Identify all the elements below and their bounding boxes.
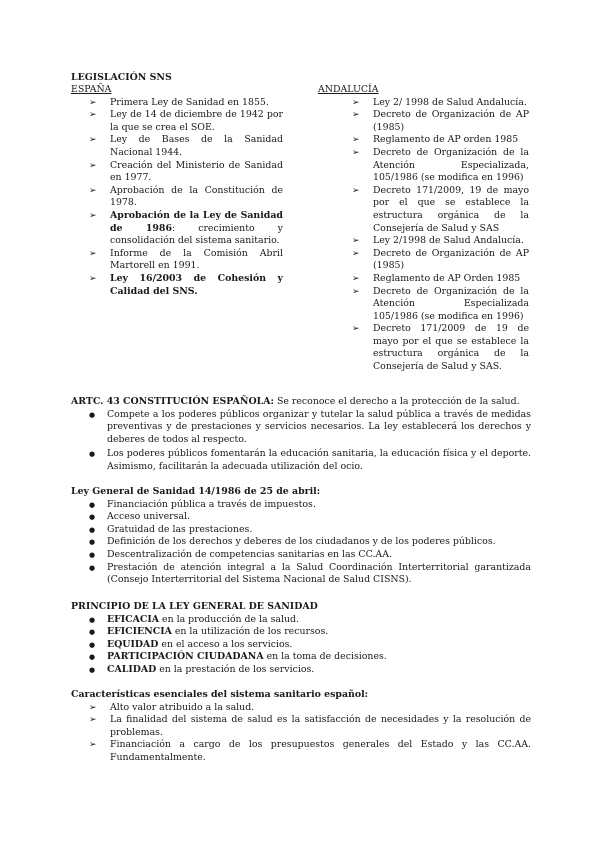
list-item: ➢ Ley 2/ 1998 de Salud Andalucía. [352,97,529,110]
list-item: ➢ Ley 2/1998 de Salud Andalucía. [352,235,529,248]
list-item: ➢ Ley 16/2003 de Cohesión y Calidad del SNS. [89,273,283,298]
list-item: ➢ Ley de Bases de la Sanidad Nacional 1944. [89,134,283,159]
caract-section [71,689,531,765]
lgs-list [85,499,531,587]
espana-heading: ESPAÑA [71,84,112,95]
lgs-section [71,486,531,587]
list-item: ➢ Aprobación de la Ley de Sanidad de 1986: crecimiento y consolidación del sistema sanitario. [89,210,283,248]
list-item: ● Descentralización de competencias sanitarias en las CC.AA. [85,549,531,562]
list-item: ● EFICIENCIA en la utilización de los recursos. [85,626,531,639]
list-item: ● Acceso universal. [85,511,531,524]
list-item: ● PARTICIPACIÓN CIUDADANA en la toma de decisiones. [85,651,531,664]
art43-section [71,396,531,474]
list-item: ➢ Decreto 171/2009 de 19 de mayo por el que se establece la estructura orgánica de la Consejería de Salud y SAS. [352,323,529,373]
art43-lead: Se reconoce el derecho a la protección de la salud. [273,396,520,407]
list-item: ● Definición de los derechos y deberes de los ciudadanos y de los poderes públicos. [85,536,531,549]
list-item: ● Compete a los poderes públicos organizar y tutelar la salud pública a través de medidas preventivas y de prestaciones y servicios necesarios. La ley establecerá los derechos y deberes de todos al respecto. [85,409,531,447]
espana-list [89,97,283,299]
doc-title: LEGISLACIÓN SNS [71,72,172,83]
list-item: ➢ Decreto de Organización de AP (1985) [352,248,529,273]
principio-list [85,614,531,677]
lgs-heading: Ley General de Sanidad 14/1986 de 25 de abril: [71,486,321,497]
list-item: ➢ Reglamento de AP Orden 1985 [352,273,529,286]
principio-section [71,601,531,677]
list-item: ➢ Decreto de Organización de la Atención Especializada, 105/1986 (se modifica en 1996) [352,147,529,185]
art43-heading-line [71,396,531,409]
list-item: ➢ Financiación a cargo de los presupuestos generales del Estado y las CC.AA. Fundamentalmente. [89,739,531,764]
list-item: ● Los poderes públicos fomentarán la educación sanitaria, la educación física y el deporte. Asimismo, facilitarán la adecuada utilización del ocio. [85,448,531,473]
list-item: ➢ La finalidad del sistema de salud es la satisfacción de necesidades y la resolución de problemas. [89,714,531,739]
art43-list [85,409,531,474]
list-item: ● Gratuidad de las prestaciones. [85,524,531,537]
list-item: ➢ Aprobación de la Constitución de 1978. [89,185,283,210]
caract-heading: Características esenciales del sistema sanitario español: [71,689,369,700]
andalucia-heading: ANDALUCÍA [318,84,379,95]
list-item: ➢ Reglamento de AP orden 1985 [352,134,529,147]
list-item: ● Prestación de atención integral a la Salud Coordinación Interterritorial garantizada (Consejo Interterritorial del Sistema Nacional de Salud CISNS). [85,562,531,587]
list-item: ● Financiación pública a través de impuestos. [85,499,531,512]
list-item: ● EQUIDAD en el acceso a los servicios. [85,639,531,652]
list-item: ➢ Decreto 171/2009, 19 de mayo por el que se establece la estructura orgánica de la Consejería de Salud y SAS [352,185,529,235]
list-item: ➢ Creación del Ministerio de Sanidad en 1977. [89,160,283,185]
list-item: ➢ Primera Ley de Sanidad en 1855. [89,97,283,110]
principio-heading: PRINCIPIO DE LA LEY GENERAL DE SANIDAD [71,601,318,612]
andalucia-column [318,84,529,374]
art43-heading: ARTC. 43 CONSTITUCIÓN ESPAÑOLA: [71,396,274,407]
list-item: ➢ Ley de 14 de diciembre de 1942 por la que se crea el SOE. [89,109,283,134]
caract-list [89,702,531,765]
list-item: ➢ Informe de la Comisión Abril Martorell en 1991. [89,248,283,273]
list-item: ➢ Decreto de Organización de la Atención Especializada 105/1986 (se modifica en 1996) [352,286,529,324]
list-item: ● EFICACIA en la producción de la salud. [85,614,531,627]
andalucia-list [352,97,529,374]
list-item: ➢ Alto valor atribuido a la salud. [89,702,531,715]
espana-column [71,84,283,298]
list-item: ➢ Decreto de Organización de AP (1985) [352,109,529,134]
list-item: ● CALIDAD en la prestación de los servicios. [85,664,531,677]
